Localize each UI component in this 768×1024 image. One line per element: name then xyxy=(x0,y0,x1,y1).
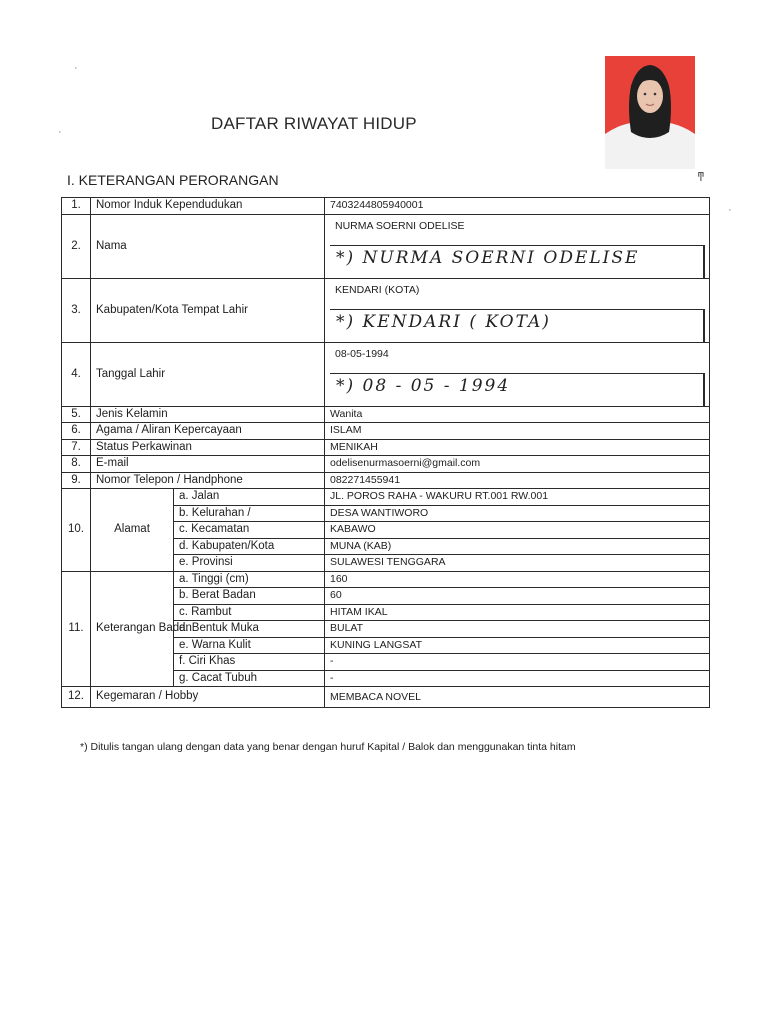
table-row xyxy=(62,472,710,489)
row-number: 4. xyxy=(62,342,91,406)
distinguishing-mark-value: - xyxy=(325,654,710,671)
table-row xyxy=(62,406,710,423)
table-row xyxy=(62,214,710,278)
personal-info-table xyxy=(61,197,710,708)
scan-speck: · xyxy=(74,62,78,74)
row-number: 11. xyxy=(62,571,91,687)
sub-label: f. Ciri Khas xyxy=(174,654,325,671)
table-row xyxy=(62,342,710,406)
disability-value: - xyxy=(325,670,710,687)
birthplace-value: KENDARI (KOTA) xyxy=(335,283,420,296)
nik-value: 7403244805940001 xyxy=(325,198,710,215)
weight-value: 60 xyxy=(325,588,710,605)
marital-status-value: MENIKAH xyxy=(325,439,710,456)
row-number: 3. xyxy=(62,278,91,342)
sub-label: d. Bentuk Muka xyxy=(174,621,325,638)
scan-speck: · xyxy=(728,204,732,216)
row-number: 9. xyxy=(62,472,91,489)
sub-label: g. Cacat Tubuh xyxy=(174,670,325,687)
sub-label: e. Provinsi xyxy=(174,555,325,572)
field-label: Kabupaten/Kota Tempat Lahir xyxy=(91,278,325,342)
name-value: NURMA SOERNI ODELISE xyxy=(335,219,465,232)
row-number: 2. xyxy=(62,214,91,278)
table-row xyxy=(62,423,710,440)
birthdate-value: 08-05-1994 xyxy=(335,347,389,360)
height-value: 160 xyxy=(325,571,710,588)
sub-label: c. Kecamatan xyxy=(174,522,325,539)
name-cell xyxy=(325,214,710,278)
row-number: 1. xyxy=(62,198,91,215)
birthplace-cell xyxy=(325,278,710,342)
village-value: DESA WANTIWORO xyxy=(325,505,710,522)
email-value: odelisenurmasoerni@gmail.com xyxy=(325,456,710,473)
sub-label: e. Warna Kulit xyxy=(174,637,325,654)
table-row xyxy=(62,489,710,506)
field-label: Nama xyxy=(91,214,325,278)
sub-label: b. Berat Badan xyxy=(174,588,325,605)
table-row xyxy=(62,439,710,456)
field-label: E-mail xyxy=(91,456,325,473)
sub-label: a. Tinggi (cm) xyxy=(174,571,325,588)
name-handwritten: *) NURMA SOERNI ODELISE xyxy=(330,245,705,279)
table-row xyxy=(62,456,710,473)
scan-speck: · xyxy=(58,126,62,138)
hobby-value: MEMBACA NOVEL xyxy=(325,687,710,708)
gender-value: Wanita xyxy=(325,406,710,423)
birthdate-cell xyxy=(325,342,710,406)
footnote: *) Ditulis tangan ulang dengan data yang benar dengan huruf Kapital / Balok dan menggunakan tinta hitam xyxy=(80,741,576,753)
religion-value: ISLAM xyxy=(325,423,710,440)
table-row xyxy=(62,571,710,588)
birthplace-handwritten: *) KENDARI ( KOTA) xyxy=(330,309,705,343)
regency-value: MUNA (KAB) xyxy=(325,538,710,555)
table-row xyxy=(62,687,710,708)
row-number: 7. xyxy=(62,439,91,456)
hair-value: HITAM IKAL xyxy=(325,604,710,621)
skin-color-value: KUNING LANGSAT xyxy=(325,637,710,654)
field-label: Jenis Kelamin xyxy=(91,406,325,423)
face-shape-value: BULAT xyxy=(325,621,710,638)
row-number: 6. xyxy=(62,423,91,440)
row-number: 8. xyxy=(62,456,91,473)
field-label: Agama / Aliran Kepercayaan xyxy=(91,423,325,440)
birthdate-handwritten: *) 08 - 05 - 1994 xyxy=(330,373,705,407)
section-title: I. KETERANGAN PERORANGAN xyxy=(67,172,279,188)
passport-photo xyxy=(605,56,695,169)
pen-mark: ͳ xyxy=(697,170,705,184)
sub-label: b. Kelurahan / xyxy=(174,505,325,522)
document-title: DAFTAR RIWAYAT HIDUP xyxy=(211,114,417,133)
field-label: Status Perkawinan xyxy=(91,439,325,456)
field-label: Alamat xyxy=(91,489,174,572)
sub-label: a. Jalan xyxy=(174,489,325,506)
table-row xyxy=(62,198,710,215)
field-label: Tanggal Lahir xyxy=(91,342,325,406)
field-label: Keterangan Badan xyxy=(91,571,174,687)
row-number: 5. xyxy=(62,406,91,423)
phone-value: 082271455941 xyxy=(325,472,710,489)
field-label: Nomor Telepon / Handphone xyxy=(91,472,325,489)
row-number: 12. xyxy=(62,687,91,708)
province-value: SULAWESI TENGGARA xyxy=(325,555,710,572)
row-number: 10. xyxy=(62,489,91,572)
sub-label: d. Kabupaten/Kota xyxy=(174,538,325,555)
district-value: KABAWO xyxy=(325,522,710,539)
table-row xyxy=(62,278,710,342)
street-value: JL. POROS RAHA - WAKURU RT.001 RW.001 xyxy=(325,489,710,506)
field-label: Nomor Induk Kependudukan xyxy=(91,198,325,215)
sub-label: c. Rambut xyxy=(174,604,325,621)
field-label: Kegemaran / Hobby xyxy=(91,687,325,708)
